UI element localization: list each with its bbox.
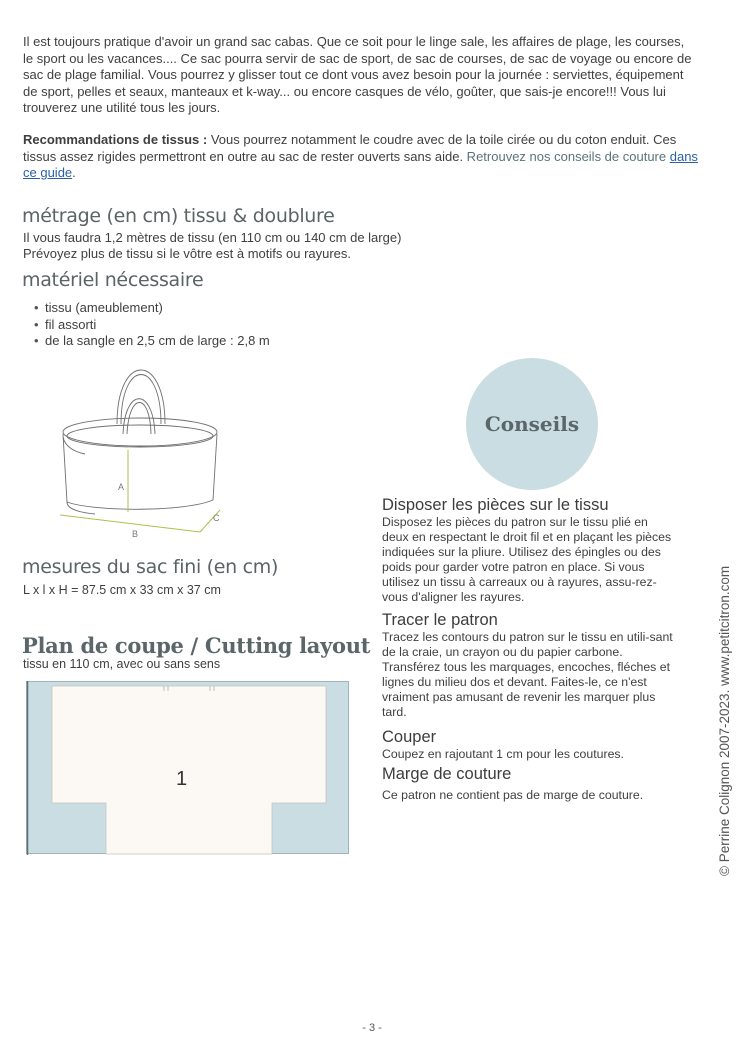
list-item: • de la sangle en 2,5 cm de large : 2,8 m [34, 333, 270, 350]
section-heading: Marge de couture [382, 765, 512, 783]
cutting-layout-subtitle: tissu en 110 cm, avec ou sans sens [23, 657, 221, 671]
conseils-badge [466, 358, 598, 490]
dimension-c-label: C [213, 513, 220, 523]
conseils-section-4 [382, 765, 677, 803]
mesures-value: L x l x H = 87.5 cm x 33 cm x 37 cm [23, 583, 221, 597]
cutting-layout-title: Plan de coupe / Cutting layout [22, 633, 371, 658]
guide-link[interactable]: dans ce guide [23, 148, 698, 180]
recommend-end: . [72, 165, 76, 180]
recommend-tip: Retrouvez nos conseils de couture [463, 148, 670, 164]
section-text: Coupez en rajoutant 1 cm pour les coutures. [382, 747, 624, 761]
section-heading: Tracer le patron [382, 611, 498, 629]
section-text: Tracez les contours du patron sur le tissu en utili-sant de la craie, un crayon ou du papier carbone. Transférez tous les marquages, encoches, fléches et lignes du milieu dos et devant. Faites-le, ce n'est vraiment pas amusant de revenir les marquer plus tard. [382, 630, 673, 719]
metrage-title: métrage (en cm) tissu & doublure [22, 205, 335, 227]
dimension-b-label: B [132, 529, 139, 539]
section-text: Disposez les pièces du patron sur le tissu plié en deux en respectant le droit fil et en plaçant les pièces indiquées sur la pliure. Utilisez des épingles ou des poids pour garder votre patron en place. Si vous utilisez un tissu à carreaux ou à rayures, assu-rez-vous d'aligner les rayures. [382, 515, 672, 604]
recommend-text: Vous pourrez notamment le coudre avec de la toile cirée ou du coton enduit. Ces tissus assez rigides permettront en outre au sac de rester ouverts sans aide. [23, 132, 677, 164]
copyright-notice: © Perrine Colignon 2007-2023. www.petitcitron.com [717, 565, 732, 876]
section-heading: Disposer les pièces sur le tissu [382, 496, 609, 514]
mesures-title: mesures du sac fini (en cm) [22, 556, 279, 578]
dimension-a-label: A [118, 482, 125, 492]
bag-diagram [55, 362, 230, 542]
metrage-line-1: Il vous faudra 1,2 mètres de tissu (en 110 cm ou 140 cm de large) [23, 230, 402, 245]
list-item: • tissu (ameublement) [34, 300, 270, 317]
conseils-section-2 [382, 611, 677, 720]
fabric-recommendations [23, 132, 703, 182]
metrage-line-2: Prévoyez plus de tissu si le vôtre est à motifs ou rayures. [23, 246, 352, 261]
materiel-list [34, 300, 270, 350]
list-item: • fil assorti [34, 317, 270, 334]
section-text: Ce patron ne contient pas de marge de couture. [382, 788, 644, 802]
piece-number: 1 [176, 768, 188, 790]
recommend-label: Recommandations de tissus : [23, 132, 208, 147]
materiel-title: matériel nécessaire [22, 269, 204, 291]
conseils-section-3 [382, 728, 677, 762]
intro-paragraph: Il est toujours pratique d'avoir un grand sac cabas. Que ce soit pour le linge sale, les affaires de plage, les courses, le sport ou les vacances.... Ce sac pourra servir de sac de sport, de sac de courses, de sac de voyage ou encore de sac de plage familial. Vous pourrez y glisser tout ce dont vous avez besoin pour la journée : serviettes, équipement de sport, pelles et seaux, manteaux et k-way... ou encore casques de vélo, goûter, que sais-je encore!!! Vous lui trouverez une utilité tous les jours. [23, 34, 692, 115]
cutting-layout-diagram [26, 681, 350, 855]
conseils-section-1 [382, 496, 677, 605]
conseils-title: Conseils [484, 412, 580, 436]
page-number: - 3 - [362, 1022, 382, 1034]
section-heading: Couper [382, 728, 437, 746]
